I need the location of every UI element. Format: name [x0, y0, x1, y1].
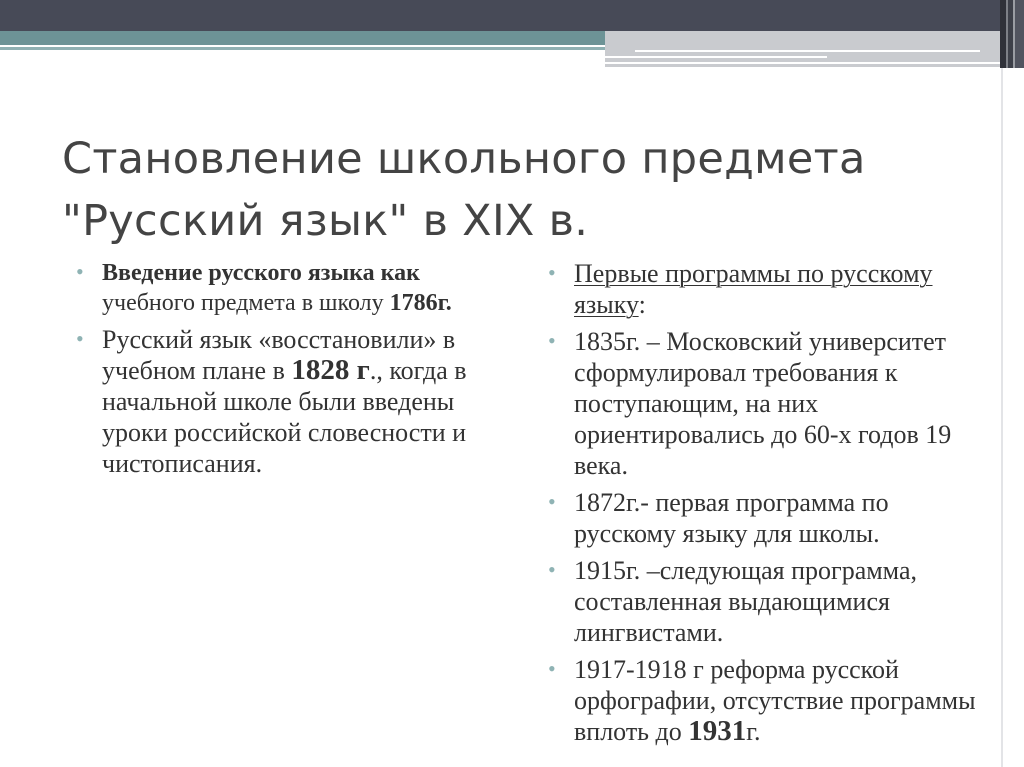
edge-bar — [1015, 0, 1024, 68]
item-text: : — [638, 290, 646, 319]
list-item: • 1835г. – Московский университет сформулировал требования к поступающим, на них ориентировались до 60-х годов 19 века. — [540, 326, 980, 481]
item-text: г. — [746, 717, 761, 746]
left-bullet-list — [68, 258, 488, 485]
list-item: • 1915г. –следующая программа, составленная выдающимися лингвистами. — [540, 555, 980, 648]
right-edge-line — [1001, 68, 1003, 767]
header-accent-line — [605, 62, 1000, 64]
item-text: 1917-1918 г реформа русской орфографии, отсутствие программы вплоть до — [574, 655, 976, 746]
header-right-block — [605, 31, 1000, 67]
right-bullet-list — [540, 258, 980, 753]
item-year: 1931 — [688, 715, 747, 747]
slide-title-line-2: "Русский язык" в XIX в. — [62, 196, 589, 246]
header-accent-line — [635, 50, 980, 52]
slide-title-line-1: Становление школьного предмета — [62, 134, 866, 184]
header-accent-line — [605, 56, 827, 58]
item-bold-text: Введение русского языка как — [102, 260, 420, 286]
header-band — [0, 0, 1024, 31]
list-item — [68, 324, 488, 479]
list-item — [68, 258, 488, 318]
list-item: • 1872г.- первая программа по русскому языку для школы. — [540, 487, 980, 549]
list-item — [540, 258, 980, 320]
item-year: 1786г. — [389, 290, 452, 316]
item-year: 1828 г — [291, 354, 370, 386]
item-text: учебного предмета в школу — [102, 290, 384, 316]
list-item — [540, 654, 980, 747]
item-text: ., когда в начальной школе были введены уроки российской словесности и чистописания. — [102, 356, 467, 478]
item-text: Русский язык «восстановили» в учебном плане в — [102, 325, 456, 385]
item-underlined-text: Первые программы по русскому языку — [574, 259, 933, 319]
slide-title — [62, 128, 962, 252]
